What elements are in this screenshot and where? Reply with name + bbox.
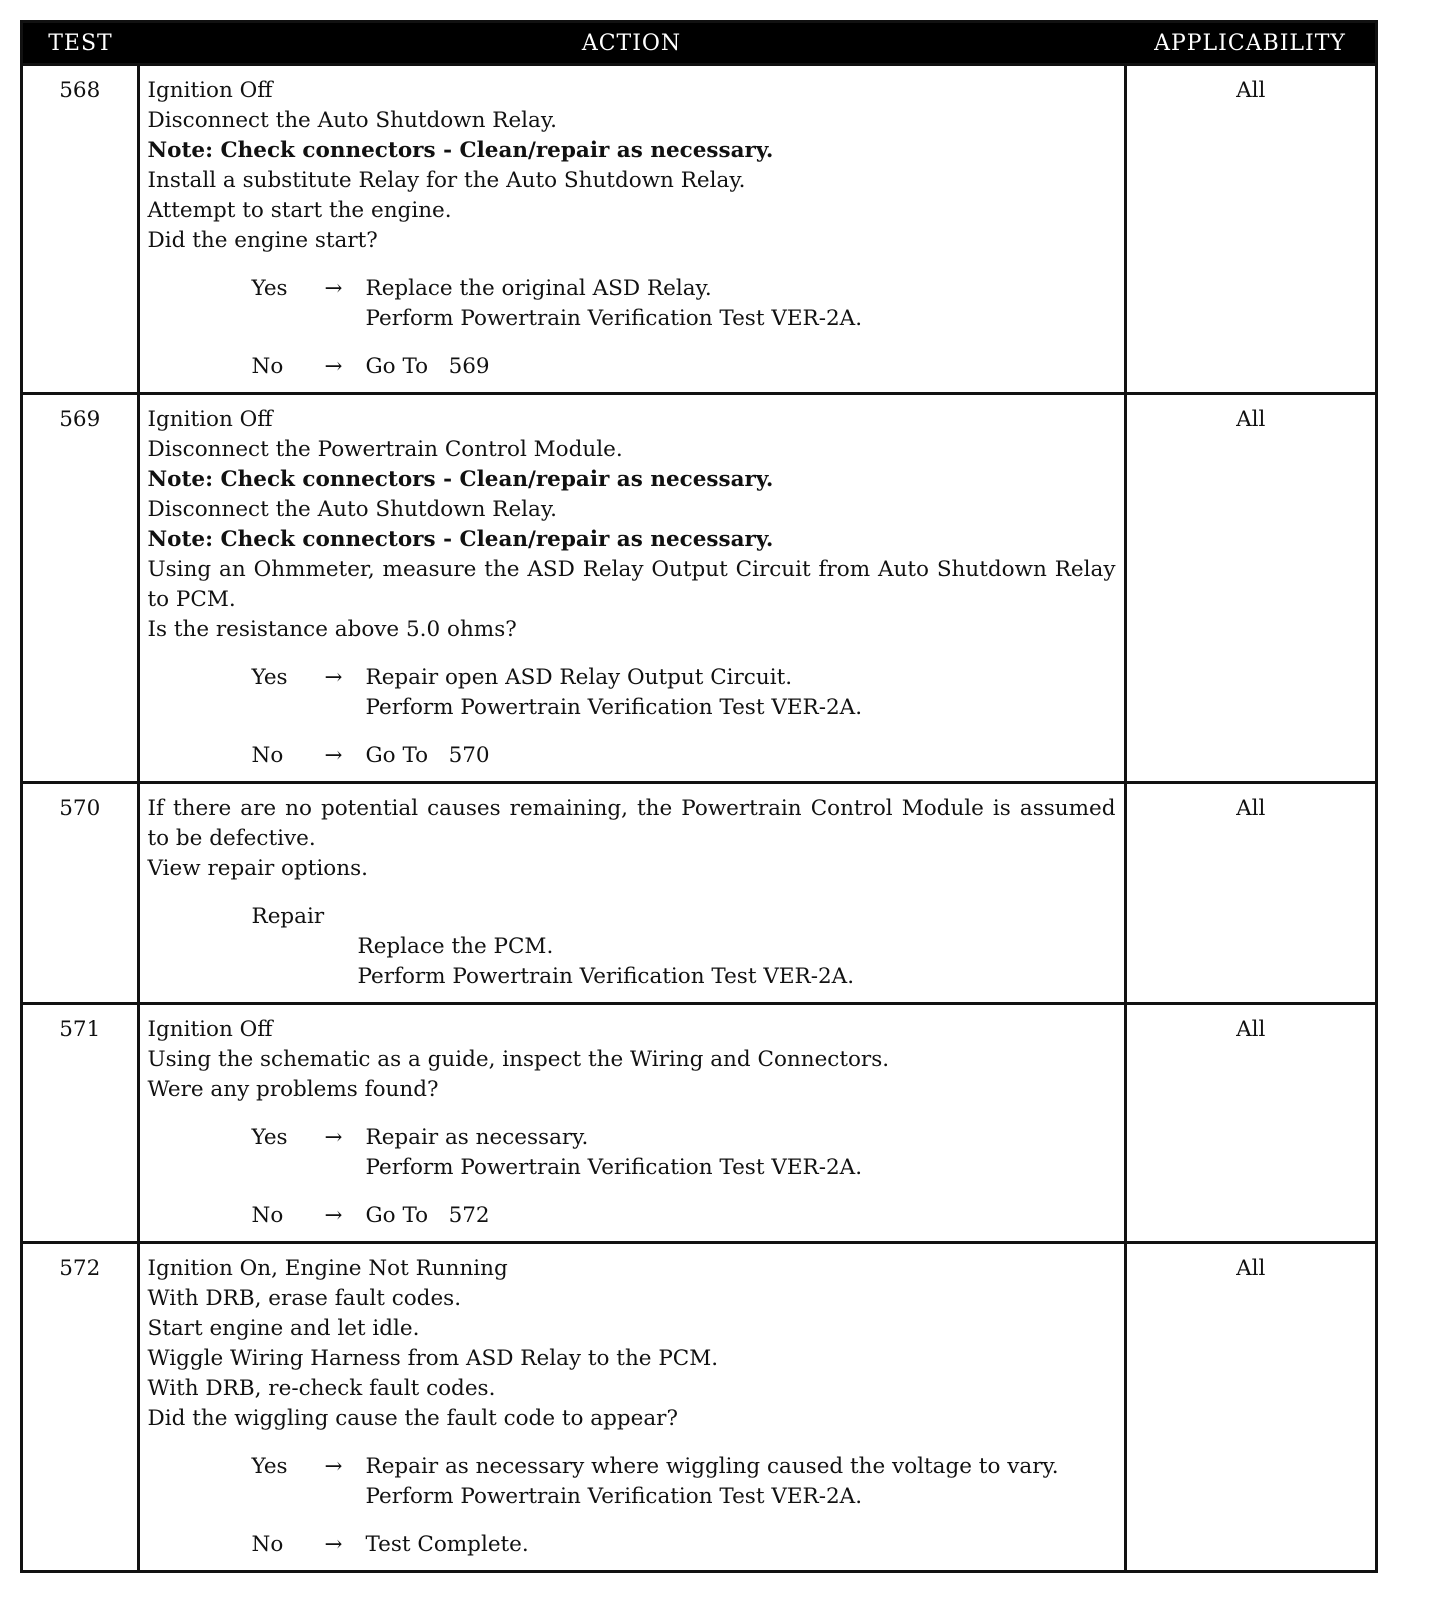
- outcome-label: Yes: [251, 665, 288, 690]
- note-line: Note: Check connectors - Clean/repair as necessary.: [147, 527, 774, 552]
- outcome-text: [366, 663, 1116, 723]
- action-line: Did the engine start?: [147, 228, 378, 253]
- diagnostic-table: [20, 20, 1378, 1573]
- outcome-line: Repair open ASD Relay Output Circuit.: [365, 665, 793, 690]
- outcome-label: No: [251, 1532, 284, 1557]
- outcome-yes: [148, 1452, 1116, 1512]
- right-arrow-icon: →: [324, 665, 343, 690]
- table-row: [23, 1243, 1375, 1571]
- action-line: View repair options.: [147, 856, 368, 881]
- right-arrow-icon: →: [324, 1454, 343, 1479]
- column-header-action: ACTION: [138, 23, 1125, 65]
- outcome-label: No: [251, 1203, 284, 1228]
- outcome-line: Perform Powertrain Verification Test VER-2A.: [365, 1155, 863, 1180]
- action-line: With DRB, re-check fault codes.: [147, 1376, 496, 1401]
- column-header-test: TEST: [23, 23, 138, 65]
- outcome-no: [148, 352, 1116, 382]
- outcome-label: No: [251, 743, 284, 768]
- test-number: 569: [23, 394, 138, 783]
- outcome-line: Perform Powertrain Verification Test VER-2A.: [365, 695, 863, 720]
- outcome-text: [366, 741, 1116, 771]
- applicability: All: [1125, 1243, 1375, 1571]
- outcome-text: [366, 352, 1116, 382]
- outcome-no: [148, 1201, 1116, 1231]
- repair-options: [148, 902, 1116, 992]
- table-row: [23, 1004, 1375, 1243]
- action-line: Attempt to start the engine.: [147, 198, 452, 223]
- outcome-label: Yes: [251, 276, 288, 301]
- outcome-line: Perform Powertrain Verification Test VER-2A.: [365, 306, 863, 331]
- action-cell: [138, 1243, 1125, 1571]
- outcome-text: [366, 1452, 1116, 1512]
- outcome-text: [366, 274, 1116, 334]
- action-line: If there are no potential causes remaining, the Powertrain Control Module is assumed to be defective.: [147, 796, 1116, 851]
- right-arrow-icon: →: [324, 743, 343, 768]
- repair-line: Replace the PCM.: [357, 934, 554, 959]
- outcome-text: [366, 1123, 1116, 1183]
- right-arrow-icon: →: [324, 1125, 343, 1150]
- action-line: Disconnect the Auto Shutdown Relay.: [147, 497, 557, 522]
- action-line: Ignition Off: [147, 407, 273, 432]
- test-number: 568: [23, 65, 138, 394]
- action-line: Did the wiggling cause the fault code to appear?: [147, 1406, 678, 1431]
- outcome-yes: [148, 274, 1116, 334]
- action-cell: [138, 783, 1125, 1004]
- action-line: Disconnect the Auto Shutdown Relay.: [147, 108, 557, 133]
- action-cell: [138, 1004, 1125, 1243]
- outcome-no: [148, 741, 1116, 771]
- action-line: With DRB, erase fault codes.: [147, 1286, 462, 1311]
- note-line: Note: Check connectors - Clean/repair as necessary.: [147, 467, 774, 492]
- table-header-row: [23, 23, 1375, 65]
- action-line: Wiggle Wiring Harness from ASD Relay to the PCM.: [147, 1346, 719, 1371]
- outcome-line: Repair as necessary.: [365, 1125, 589, 1150]
- action-line: Install a substitute Relay for the Auto Shutdown Relay.: [147, 168, 746, 193]
- right-arrow-icon: →: [324, 276, 343, 301]
- column-header-applicability: APPLICABILITY: [1125, 23, 1375, 65]
- outcome-label: Yes: [251, 1125, 288, 1150]
- outcome-line: Go To 572: [365, 1203, 490, 1228]
- outcome-yes: [148, 663, 1116, 723]
- action-line: Using the schematic as a guide, inspect the Wiring and Connectors.: [147, 1047, 890, 1072]
- outcome-text: [366, 1201, 1116, 1231]
- outcome-text: [366, 1530, 1116, 1560]
- outcomes: [148, 663, 1116, 771]
- test-table: [23, 23, 1375, 1570]
- action-line: Were any problems found?: [147, 1077, 439, 1102]
- table-row: [23, 394, 1375, 783]
- action-line: Ignition On, Engine Not Running: [147, 1256, 508, 1281]
- outcome-line: Repair as necessary where wiggling caused the voltage to vary.: [365, 1454, 1059, 1479]
- applicability: All: [1125, 394, 1375, 783]
- test-number: 570: [23, 783, 138, 1004]
- repair-line: Perform Powertrain Verification Test VER-2A.: [357, 964, 855, 989]
- table-row: [23, 65, 1375, 394]
- outcome-line: Go To 570: [365, 743, 490, 768]
- outcome-line: Replace the original ASD Relay.: [365, 276, 712, 301]
- outcomes: [148, 274, 1116, 382]
- action-line: Start engine and let idle.: [147, 1316, 420, 1341]
- table-body: [23, 65, 1375, 1571]
- outcome-no: [148, 1530, 1116, 1560]
- table-row: [23, 783, 1375, 1004]
- outcomes: [148, 1123, 1116, 1231]
- outcome-line: Perform Powertrain Verification Test VER-2A.: [365, 1484, 863, 1509]
- action-line: Is the resistance above 5.0 ohms?: [147, 617, 517, 642]
- action-line: Disconnect the Powertrain Control Module.: [147, 437, 623, 462]
- outcome-yes: [148, 1123, 1116, 1183]
- outcomes: [148, 1452, 1116, 1560]
- test-number: 572: [23, 1243, 138, 1571]
- right-arrow-icon: →: [324, 1532, 343, 1557]
- applicability: All: [1125, 783, 1375, 1004]
- action-line: Ignition Off: [147, 1017, 273, 1042]
- applicability: All: [1125, 65, 1375, 394]
- outcome-label: No: [251, 354, 284, 379]
- action-cell: [138, 65, 1125, 394]
- outcome-line: Test Complete.: [365, 1532, 529, 1557]
- action-cell: [138, 394, 1125, 783]
- test-number: 571: [23, 1004, 138, 1243]
- right-arrow-icon: →: [324, 354, 343, 379]
- action-line: Using an Ohmmeter, measure the ASD Relay Output Circuit from Auto Shutdown Relay to PCM.: [147, 557, 1116, 612]
- action-line: Ignition Off: [147, 78, 273, 103]
- note-line: Note: Check connectors - Clean/repair as necessary.: [147, 138, 774, 163]
- outcome-label: Yes: [251, 1454, 288, 1479]
- outcome-line: Go To 569: [365, 354, 490, 379]
- applicability: All: [1125, 1004, 1375, 1243]
- right-arrow-icon: →: [324, 1203, 343, 1228]
- repair-label: Repair: [251, 904, 325, 929]
